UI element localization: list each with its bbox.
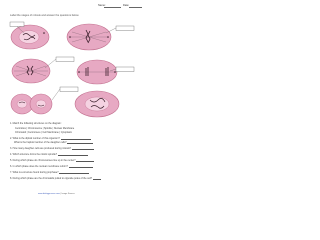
cell-a xyxy=(11,25,49,49)
answer-line-8[interactable] xyxy=(93,177,101,180)
stage-box-4 xyxy=(56,57,74,62)
cell-b xyxy=(67,24,111,50)
question-1: 1. Match the following structures on the diagram: xyxy=(10,122,62,125)
instructions: Label the stages of mitosis and answer the questions below. xyxy=(10,14,80,17)
answer-line-3[interactable] xyxy=(72,147,94,150)
footer-text: | Image Source: xyxy=(59,193,76,195)
answer-line-2b[interactable] xyxy=(67,141,93,144)
stage-box-2 xyxy=(116,26,134,31)
cell-e xyxy=(11,94,52,114)
stage-box-1 xyxy=(10,22,24,27)
date-label: Date: xyxy=(123,4,130,7)
answer-line-6[interactable] xyxy=(69,165,93,168)
stage-box-5 xyxy=(60,87,78,92)
question-7: 7. What is a structure found during prophase? xyxy=(10,171,89,174)
cell-f xyxy=(75,91,119,117)
cell-d xyxy=(77,60,117,84)
question-2b: What is the haploid number of the daughter cells? xyxy=(14,141,93,144)
cell-c xyxy=(12,59,50,83)
answer-line-2[interactable] xyxy=(61,137,91,140)
question-6: 6. In which phase does the nuclear membrane reform? xyxy=(10,165,93,168)
footer xyxy=(38,193,75,195)
question-1-list-b: Chromatid | Centromere | Cell Membrane | Cytoplasm xyxy=(15,131,72,134)
question-2: 2. What is the diploid number of this organism? xyxy=(10,137,91,140)
answer-line-4[interactable] xyxy=(58,153,88,156)
question-4: 4. Which structure forms the mitotic spindle? xyxy=(10,153,88,156)
stage-box-3 xyxy=(116,67,134,72)
answer-line-7[interactable] xyxy=(59,171,89,174)
mitosis-diagram xyxy=(0,0,149,198)
question-1-list-a: Centrioles | Chromosome | Spindle | Nuclear Membrane xyxy=(15,127,75,130)
question-3: 3. How many daughter cells are produced during mitosis? xyxy=(10,147,94,150)
answer-line-5[interactable] xyxy=(76,159,94,162)
footer-link[interactable]: www.biologycorner.com xyxy=(38,193,60,195)
question-5: 5. During which phase do chromosomes line up in the center? xyxy=(10,159,94,162)
question-8: 8. During which phase are the chromatids pulled to opposite poles of the cell? xyxy=(10,177,101,180)
name-label: Name: xyxy=(98,4,106,7)
